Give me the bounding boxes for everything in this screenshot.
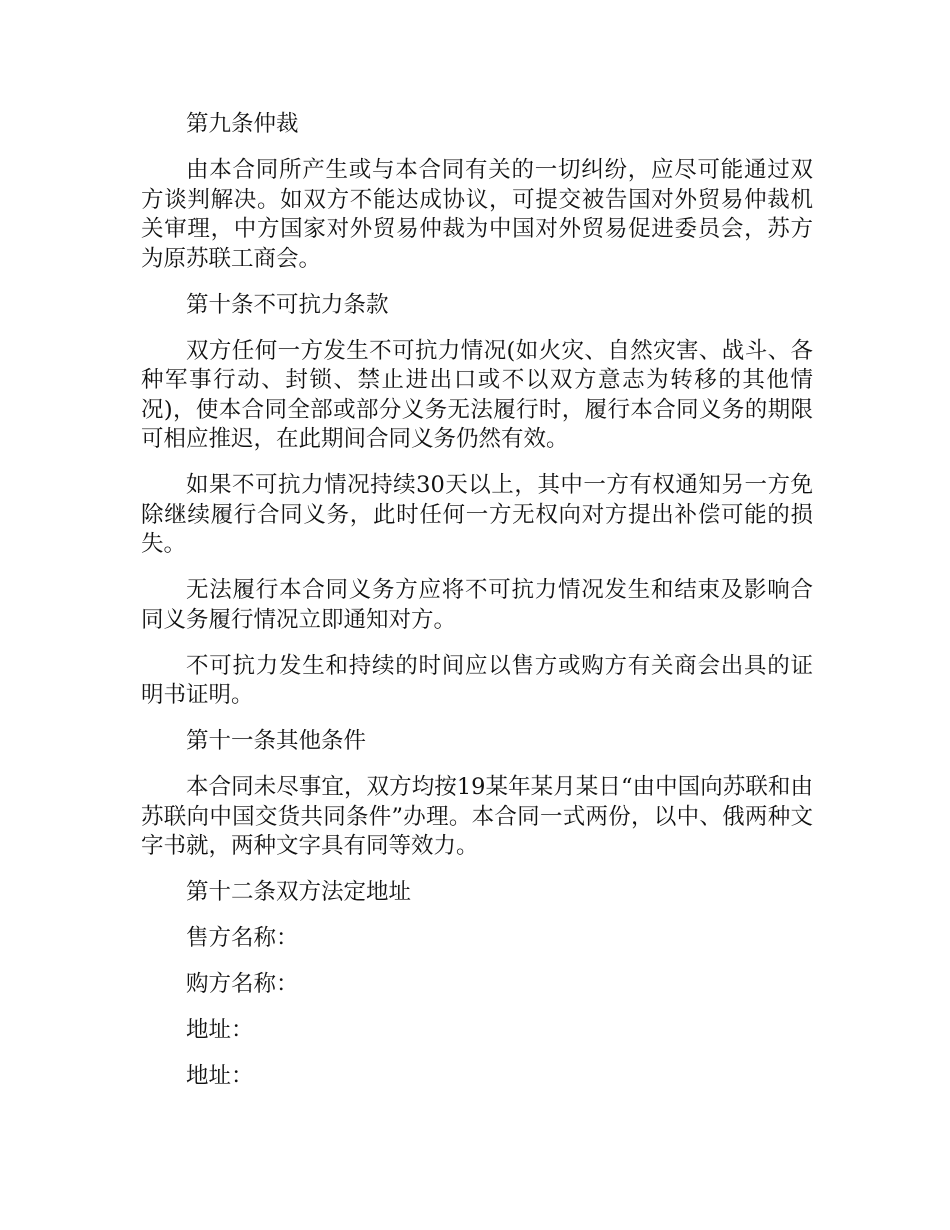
section-heading-legal-addresses: 第十二条双方法定地址 xyxy=(186,879,412,905)
section-heading-force-majeure: 第十条不可抗力条款 xyxy=(186,291,389,318)
section-heading-arbitration: 第九条仲裁 xyxy=(186,111,299,137)
force-majeure-paragraph-1: 双方任何一方发生不可抗力情况(如火灾、自然灾害、战斗、各种军事行动、封锁、禁止进出口或不以双方意志为转移的其他情况)，使本合同全部或部分义务无法履行时，履行本合同义务的期限可相应推迟，在此期间合同义务仍然有效。 xyxy=(141,337,813,452)
document-page xyxy=(141,110,813,1108)
section-heading-other-conditions: 第十一条其他条件 xyxy=(186,728,367,754)
force-majeure-paragraph-2: 如果不可抗力情况持续30天以上，其中一方有权通知另一方免除继续履行合同义务，此时任何一方无权向对方提出补偿可能的损失。 xyxy=(141,472,813,557)
seller-name-field: 售方名称： xyxy=(186,925,299,951)
arbitration-paragraph: 由本合同所产生或与本合同有关的一切纠纷，应尽可能通过双方谈判解决。如双方不能达成协议，可提交被告国对外贸易仲裁机关审理，中方国家对外贸易仲裁为中国对外贸易促进委员会，苏方为原苏联工商会。 xyxy=(141,157,813,272)
buyer-name-field: 购方名称： xyxy=(186,971,299,997)
seller-address-field: 地址： xyxy=(186,1017,254,1043)
force-majeure-paragraph-4: 不可抗力发生和持续的时间应以售方或购方有关商会出具的证明书证明。 xyxy=(141,652,813,708)
other-conditions-paragraph: 本合同未尽事宜，双方均按19某年某月某日“由中国向苏联和由苏联向中国交货共同条件”办理。本合同一式两份，以中、俄两种文字书就，两种文字具有同等效力。 xyxy=(141,774,813,859)
force-majeure-paragraph-3: 无法履行本合同义务方应将不可抗力情况发生和结束及影响合同义务履行情况立即通知对方。 xyxy=(141,577,813,633)
buyer-address-field: 地址： xyxy=(186,1063,254,1089)
